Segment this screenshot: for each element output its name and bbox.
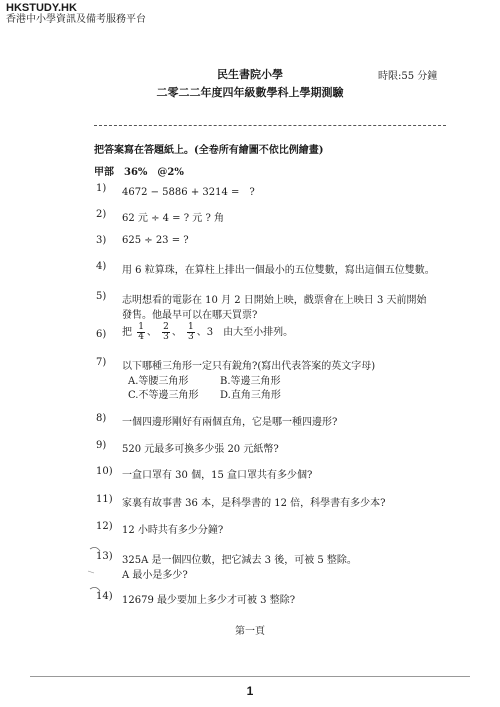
fraction-2: $\frac{2}{3}$: [163, 322, 169, 342]
question-number: 11): [96, 494, 113, 505]
watermark: [6, 2, 146, 26]
option-a: A.等腰三角形: [128, 376, 189, 387]
question-text: 62 元 ÷ 4 = ? 元 ? 角: [122, 213, 224, 224]
option-d: D.直角三角形: [220, 390, 281, 401]
exam-title: 二零二二年度四年級數學科上學期測驗: [156, 86, 344, 99]
question-text: 一個四邊形剛好有兩個直角，它是哪一種四邊形?: [122, 417, 338, 428]
header-divider: [94, 125, 446, 126]
question-number: 13): [96, 551, 113, 562]
pencil-marks: [86, 543, 110, 607]
question-number: 2): [96, 209, 107, 220]
question-tail: 、3 由大至小排列。: [196, 327, 294, 338]
watermark-site: HKSTUDY.HK: [6, 2, 77, 14]
bottom-divider: [30, 676, 470, 677]
option-b: B.等邊三角形: [220, 376, 281, 387]
question-text: 12 小時共有多少分鐘?: [122, 525, 224, 536]
question-number: 12): [96, 521, 113, 532]
question-text: 520 元最多可換多少張 20 元紙幣?: [122, 444, 279, 455]
question-pre: 把: [122, 327, 132, 338]
watermark-tagline: 香港中小學資訊及備考服務平台: [6, 14, 146, 25]
question-number: 6): [96, 329, 107, 340]
section-heading: 甲部 36% @2%: [94, 167, 184, 178]
question-text: 12679 最少要加上多少才可被 3 整除?: [122, 595, 296, 606]
question-number: 10): [96, 466, 113, 477]
instruction: 把答案寫在答題紙上。(全卷所有繪圖不依比例繪畫): [94, 145, 324, 156]
question-number: 7): [96, 357, 107, 368]
question-text: 625 ÷ 23 = ?: [122, 235, 189, 246]
question-number: 5): [96, 291, 107, 302]
page-number: 1: [246, 684, 254, 698]
question-text: 用 6 粒算珠，在算柱上排出一個最小的五位雙數，寫出這個五位雙數。: [122, 265, 435, 276]
question-text-line2: A 最小是多少?: [122, 570, 188, 581]
question-text: 以下哪種三角形一定只有銳角?(寫出代表答案的英文字母): [122, 361, 376, 372]
question-text-line2: 發售。他最早可以在哪天買票?: [122, 310, 258, 321]
question-text: 4672 − 5886 + 3214 = ?: [122, 187, 255, 198]
option-c: C.不等邊三角形: [128, 390, 199, 401]
fraction-1: $\frac{1}{4}$: [138, 322, 144, 342]
question-number: 3): [96, 235, 107, 246]
fraction-3: $\frac{1}{3}$: [188, 322, 194, 342]
question-number: 1): [96, 183, 107, 194]
question-text: 家裏有故事書 36 本，是科學書的 12 倍，科學書有多少本?: [122, 498, 386, 509]
time-limit: 時限:55 分鐘: [378, 71, 438, 82]
question-number: 9): [96, 440, 107, 451]
question-text: 把 $\frac{1}{4}$ 、 $\frac{2}{3}$ 、 $\frac{1}{3}$ 、3 由大至小排列。: [122, 322, 294, 342]
question-text-line1: 325A 是一個四位數，把它減去 3 後，可被 5 整除。: [122, 555, 357, 566]
question-text: 一盒口罩有 30 個，15 盒口罩共有多少個?: [122, 470, 313, 481]
question-number: 8): [96, 413, 107, 424]
school-name: 民生書院小學: [217, 68, 283, 81]
question-text-line1: 志明想看的電影在 10 月 2 日開始上映，戲票會在上映日 3 天前開始: [122, 295, 427, 306]
question-number: 14): [96, 591, 113, 602]
question-number: 4): [96, 261, 107, 272]
page-footer: 第一頁: [235, 626, 265, 637]
